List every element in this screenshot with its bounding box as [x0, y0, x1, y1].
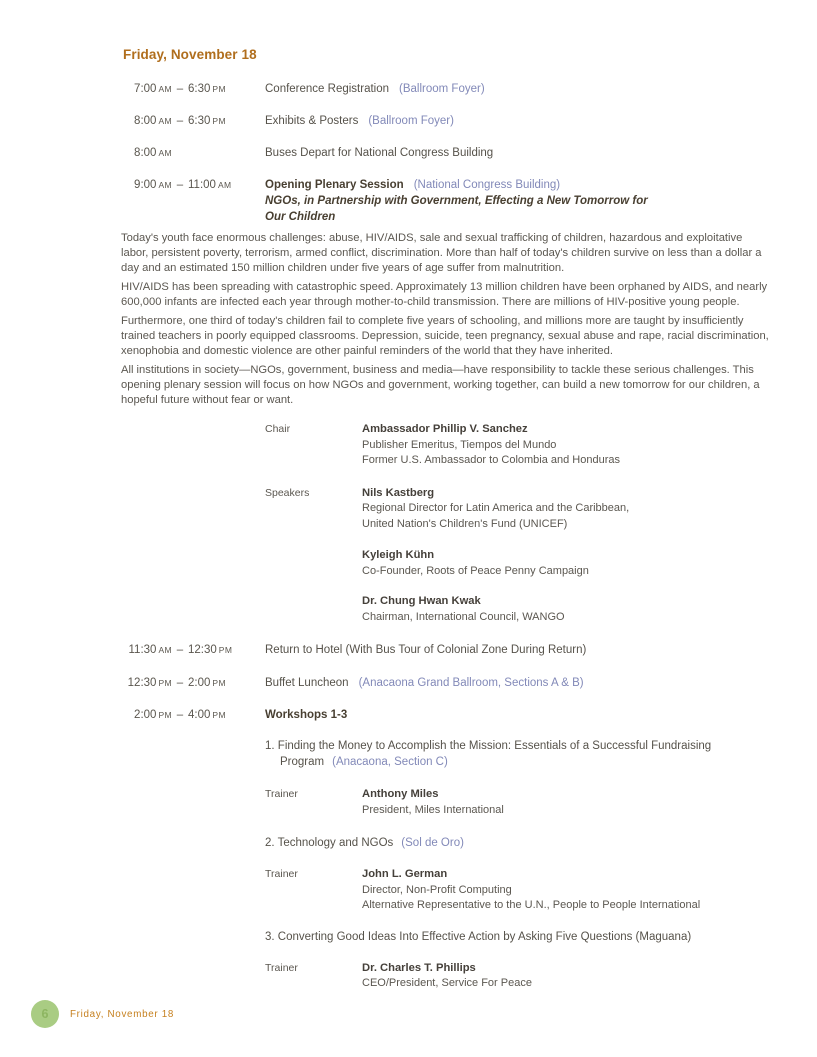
- schedule-row: [0, 707, 817, 723]
- event-title: Buses Depart for National Congress Building: [265, 147, 494, 159]
- workshop-item: [265, 738, 750, 770]
- person-details: [362, 548, 589, 579]
- end-ampm: PM: [212, 678, 226, 688]
- trainer-label: Trainer: [265, 868, 298, 880]
- workshop-location: (Anacaona, Section C): [332, 756, 448, 768]
- time-range: [115, 675, 265, 691]
- trainer-block: [265, 961, 817, 992]
- person-name: Kyleigh Kühn: [362, 549, 435, 561]
- trainer-name: Dr. Charles T. Phillips: [362, 961, 476, 974]
- page-footer: [31, 1000, 174, 1028]
- description-paragraph: All institutions in society—NGOs, government, business and media—have responsibility to tackle these serious challenges. This opening plenary session will focus on how NGOs and government, working together, can build a new tomorrow for our children, a hopeful future without fear or want.: [121, 364, 760, 406]
- workshop-title: Converting Good Ideas Into Effective Action by Asking Five Questions (Maguana): [277, 930, 692, 943]
- start-time: [115, 145, 172, 161]
- person-details: [362, 594, 565, 625]
- event: [265, 707, 347, 723]
- start-ampm: AM: [158, 148, 172, 158]
- footer-day-label: Friday, November 18: [70, 1008, 175, 1020]
- start-time-value: 7:00: [134, 83, 157, 95]
- start-ampm: AM: [158, 180, 172, 190]
- event-title: Exhibits & Posters: [265, 115, 359, 127]
- person-title-line: Chairman, International Council, WANGO: [362, 610, 565, 623]
- page-number-badge: 6: [31, 1000, 59, 1028]
- trainer-title-line: Alternative Representative to the U.N., People to People International: [362, 899, 701, 911]
- person-block-speaker: [265, 594, 817, 625]
- schedule-row: [0, 675, 817, 691]
- workshop-number: 2.: [265, 837, 275, 849]
- end-time: [188, 675, 226, 691]
- event-title: Buffet Luncheon: [265, 677, 349, 689]
- end-time: [188, 113, 226, 129]
- end-time-value: 4:00: [188, 709, 211, 721]
- description-paragraph: Furthermore, one third of today's children fail to complete five years of schooling, and millions more are taught by insufficiently trained teachers in poorly equipped classrooms. Depression, suicide, teen pregnancy, sexual abuse and rape, racial discrimination, xenophobia and domestic violence are other painful reminders of the world that they have inherited.: [121, 315, 769, 357]
- schedule-row: [0, 81, 817, 97]
- page-title: Friday, November 18: [123, 47, 257, 62]
- workshop-number: 1.: [265, 740, 275, 752]
- trainer-name: Anthony Miles: [362, 788, 439, 800]
- end-time-value: 6:30: [188, 83, 211, 95]
- trainer-block: [265, 867, 817, 914]
- event: [265, 81, 485, 97]
- workshop-location: (Sol de Oro): [401, 837, 464, 849]
- trainer-title-line: President, Miles International: [362, 803, 504, 816]
- trainer-details: [362, 867, 700, 914]
- start-time-value: 2:00: [134, 709, 157, 721]
- person-role-label: Speakers: [265, 486, 310, 499]
- workshop-title: Technology and NGOs: [277, 837, 394, 849]
- event: [265, 642, 586, 658]
- person-block-chair: [265, 422, 817, 469]
- end-time-value: 12:30: [188, 644, 217, 656]
- event-title: Workshops 1-3: [265, 709, 348, 721]
- start-time-value: 11:30: [128, 644, 157, 656]
- start-ampm: PM: [158, 678, 172, 688]
- description-paragraph: Today's youth face enormous challenges: abuse, HIV/AIDS, sale and sexual trafficking of children, hazardous and exploitative labor, persistent poverty, terrorism, armed conflict, discrimination. More than half of today's children survive on less than a dollar a day and an estimated 150 million children under five years of age suffer from malnutrition.: [121, 232, 762, 274]
- session-description: [121, 231, 817, 408]
- start-time: [115, 81, 172, 97]
- end-ampm: PM: [212, 116, 226, 126]
- end-ampm: PM: [218, 645, 233, 655]
- event-location: (Ballroom Foyer): [368, 115, 454, 127]
- trainer-name: John L. German: [362, 868, 448, 880]
- workshop-item: [265, 835, 750, 851]
- person-name: Ambassador Phillip V. Sanchez: [362, 423, 528, 435]
- end-time: [188, 707, 226, 723]
- person-title-line: United Nation's Children's Fund (UNICEF): [362, 517, 568, 530]
- event-title-line: [265, 177, 667, 193]
- event-subtitle: NGOs, in Partnership with Government, Effecting a New Tomorrow for Our Children: [265, 195, 648, 223]
- person-title-line: Co-Founder, Roots of Peace Penny Campaign: [362, 564, 589, 577]
- person-title-line: Regional Director for Latin America and the Caribbean,: [362, 502, 630, 514]
- person-role-label: [265, 548, 362, 579]
- time-range: [115, 145, 265, 161]
- person-name: Dr. Chung Hwan Kwak: [362, 595, 481, 607]
- event-location: (Anacaona Grand Ballroom, Sections A & B): [358, 677, 584, 689]
- time-dash: –: [176, 179, 184, 191]
- trainer-block: [265, 787, 817, 818]
- start-time-value: 12:30: [127, 677, 157, 689]
- event-location: (National Congress Building): [413, 179, 561, 191]
- trainer-label: Trainer: [265, 961, 298, 974]
- trainer-details: [362, 787, 504, 818]
- event-title: Return to Hotel (With Bus Tour of Colonial Zone During Return): [265, 644, 587, 656]
- trainer-label: Trainer: [265, 788, 298, 800]
- person-role-label: [265, 594, 362, 625]
- time-range: [115, 113, 265, 129]
- start-time: [115, 113, 172, 129]
- end-time-value: 6:30: [188, 115, 211, 127]
- event: [265, 177, 667, 225]
- end-time: [188, 642, 232, 658]
- person-role-label: Chair: [265, 423, 291, 435]
- time-dash: –: [176, 115, 184, 127]
- start-ampm: PM: [158, 710, 172, 720]
- workshop-item: [265, 929, 750, 945]
- schedule-row: [0, 642, 817, 658]
- end-time-value: 2:00: [188, 677, 211, 689]
- time-dash: –: [176, 644, 184, 656]
- person-title-line: Former U.S. Ambassador to Colombia and Honduras: [362, 454, 621, 466]
- event: [265, 145, 493, 161]
- start-time-value: 9:00: [134, 179, 157, 191]
- start-ampm: AM: [158, 84, 172, 94]
- trainer-title-line: CEO/President, Service For Peace: [362, 977, 532, 989]
- end-ampm: AM: [217, 180, 232, 190]
- end-time: [188, 177, 232, 193]
- start-ampm: AM: [158, 116, 172, 126]
- person-title-line: Publisher Emeritus, Tiempos del Mundo: [362, 438, 557, 451]
- event: [265, 675, 584, 691]
- workshop-title: Finding the Money to Accomplish the Mission: Essentials of a Successful Fundraising Program: [277, 740, 712, 768]
- trainer-title-line: Director, Non-Profit Computing: [362, 883, 512, 896]
- start-time-value: 8:00: [134, 147, 157, 159]
- time-dash: –: [176, 677, 184, 689]
- end-ampm: PM: [212, 84, 226, 94]
- trainer-details: [362, 961, 532, 992]
- time-dash: –: [176, 709, 184, 721]
- person-block-speaker: [265, 486, 817, 533]
- schedule-row: [0, 177, 817, 225]
- event: [265, 113, 454, 129]
- time-dash: –: [176, 83, 184, 95]
- person-details: [362, 422, 620, 469]
- event-location: (Ballroom Foyer): [399, 83, 485, 95]
- start-time: [115, 675, 172, 691]
- time-range: [115, 81, 265, 97]
- schedule-row: [0, 145, 817, 161]
- start-time-value: 8:00: [134, 115, 157, 127]
- end-time-value: 11:00: [188, 179, 216, 191]
- end-time: [188, 81, 226, 97]
- start-time: [115, 707, 172, 723]
- person-block-speaker: [265, 548, 817, 579]
- event-title: Conference Registration: [265, 83, 390, 95]
- start-ampm: AM: [158, 645, 172, 655]
- time-range: [115, 177, 265, 193]
- time-range: [115, 707, 265, 723]
- end-ampm: PM: [212, 710, 226, 720]
- person-name: Nils Kastberg: [362, 486, 435, 499]
- event-title: Opening Plenary Session: [265, 179, 404, 191]
- person-details: [362, 486, 629, 533]
- description-paragraph: HIV/AIDS has been spreading with catastrophic speed. Approximately 13 million children have been orphaned by AIDS, and nearly 600,000 infants are infected each year through mother-to-child transmission. There are millions of HIV-positive young people.: [121, 281, 768, 308]
- time-range: [115, 642, 265, 658]
- workshop-number: 3.: [265, 930, 275, 943]
- start-time: [115, 642, 172, 658]
- schedule-row: [0, 113, 817, 129]
- start-time: [115, 177, 172, 193]
